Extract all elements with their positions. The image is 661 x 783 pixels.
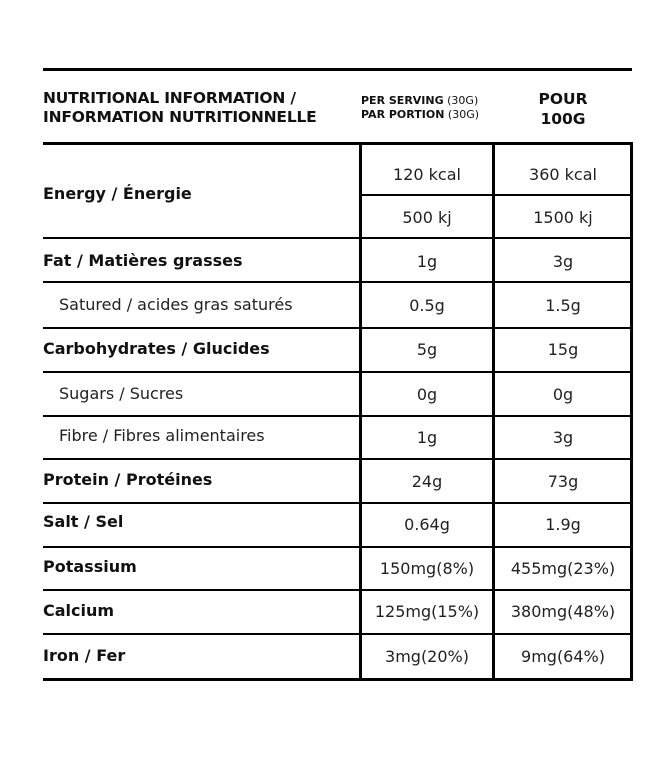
per100-iron: 9mg(64%) bbox=[521, 647, 605, 666]
row-rule bbox=[43, 237, 632, 239]
par-portion-label: PAR PORTION bbox=[361, 108, 445, 121]
per-serving-header bbox=[361, 94, 479, 122]
row-label-energy: Energy / Énergie bbox=[43, 184, 192, 203]
row-rule bbox=[43, 371, 632, 373]
per100-saturated: 1.5g bbox=[545, 296, 581, 315]
row-rule bbox=[43, 633, 632, 635]
row-rule bbox=[43, 502, 632, 504]
per-100g-line1: POUR bbox=[538, 90, 588, 108]
serving-sugars: 0g bbox=[416, 385, 438, 404]
per100-carbohydrates: 15g bbox=[547, 340, 579, 359]
serving-salt: 0.64g bbox=[404, 515, 450, 534]
serving-fat: 1g bbox=[416, 252, 438, 271]
per100-salt: 1.9g bbox=[545, 515, 581, 534]
table-title bbox=[43, 89, 317, 127]
header-rule bbox=[43, 142, 632, 145]
serving-potassium: 150mg(8%) bbox=[379, 559, 475, 578]
serving-protein: 24g bbox=[411, 472, 443, 491]
row-rule bbox=[43, 281, 632, 283]
serving-fibre: 1g bbox=[416, 428, 438, 447]
per-serving-label: PER SERVING bbox=[361, 94, 444, 107]
row-rule bbox=[43, 327, 632, 329]
row-label-sugars: Sugars / Sucres bbox=[59, 384, 184, 403]
title-line-english: NUTRITIONAL INFORMATION / bbox=[43, 89, 296, 107]
row-label-carbohydrates: Carbohydrates / Glucides bbox=[43, 339, 270, 358]
serving-energy-kcal: 120 kcal bbox=[393, 165, 461, 184]
per100-fat: 3g bbox=[552, 252, 574, 271]
top-rule bbox=[43, 68, 632, 71]
per100-sugars: 0g bbox=[552, 385, 574, 404]
row-label-salt: Salt / Sel bbox=[43, 512, 124, 531]
per100-protein: 73g bbox=[547, 472, 579, 491]
row-rule bbox=[43, 546, 632, 548]
row-label-calcium: Calcium bbox=[43, 601, 115, 620]
per100-calcium: 380mg(48%) bbox=[510, 602, 616, 621]
serving-carbohydrates: 5g bbox=[416, 340, 438, 359]
energy-inner-rule bbox=[360, 194, 632, 196]
per100-energy-kcal: 360 kcal bbox=[529, 165, 597, 184]
title-line-french: INFORMATION NUTRITIONNELLE bbox=[43, 108, 317, 126]
per-serving-amount: (30G) bbox=[447, 94, 479, 107]
row-label-iron: Iron / Fer bbox=[43, 646, 126, 665]
serving-calcium: 125mg(15%) bbox=[374, 602, 480, 621]
per100-energy-kj: 1500 kj bbox=[533, 208, 593, 227]
serving-energy-kj: 500 kj bbox=[402, 208, 452, 227]
per-100g-header bbox=[495, 89, 631, 129]
bottom-rule bbox=[43, 678, 632, 681]
par-portion-amount: (30G) bbox=[447, 108, 480, 121]
per-100g-line2: 100G bbox=[540, 110, 586, 128]
row-label-fibre: Fibre / Fibres alimentaires bbox=[59, 426, 265, 445]
row-label-fat: Fat / Matières grasses bbox=[43, 251, 243, 270]
row-rule bbox=[43, 415, 632, 417]
row-label-saturated: Satured / acides gras saturés bbox=[59, 295, 293, 314]
row-rule bbox=[43, 589, 632, 591]
row-label-protein: Protein / Protéines bbox=[43, 470, 213, 489]
row-rule bbox=[43, 458, 632, 460]
per100-fibre: 3g bbox=[552, 428, 574, 447]
per100-potassium: 455mg(23%) bbox=[510, 559, 616, 578]
serving-iron: 3mg(20%) bbox=[385, 647, 469, 666]
row-label-potassium: Potassium bbox=[43, 557, 137, 576]
serving-saturated: 0.5g bbox=[409, 296, 445, 315]
